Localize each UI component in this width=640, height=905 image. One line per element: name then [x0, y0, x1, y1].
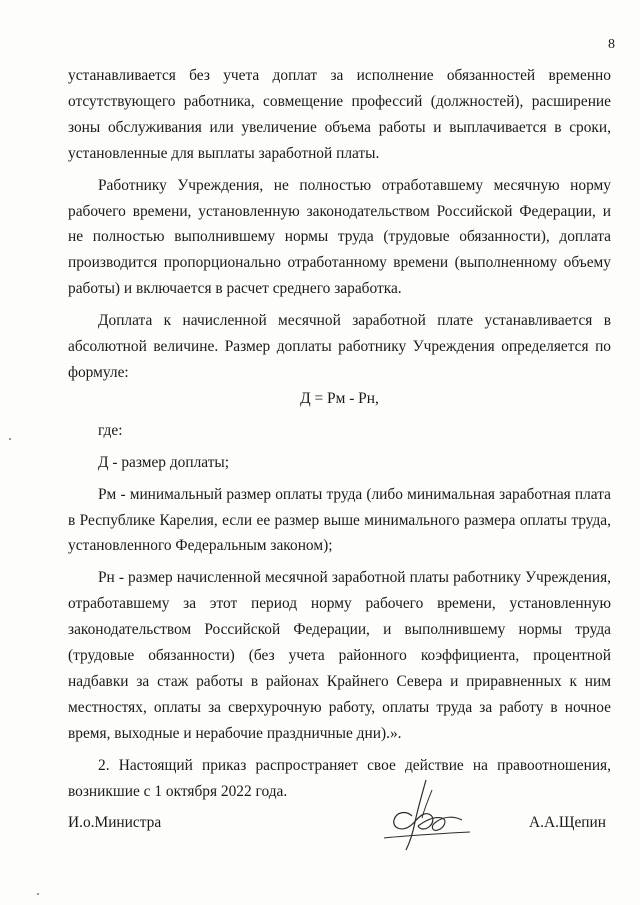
definition-rn: Рн - размер начисленной месячной заработной платы работнику Учреждения, отработавшему за этот период норму рабочего времени, установленную законодательством Российской Федерации, и выполнившему нормы труда (трудовые обязанности) (без учета районного коэффициента, процентной надбавки за стаж работы в районах Крайнего Севера и приравненных к ним местностях, оплаты за сверхурочную работу, оплаты труда за работу в ночное время, выходные и нерабочие праздничные дни).». [68, 569, 611, 742]
scan-speck [37, 893, 39, 895]
scan-speck [9, 438, 11, 440]
definition-d: Д - размер доплаты; [98, 453, 230, 471]
signatory-name: А.А.Щепин [529, 814, 606, 831]
paragraph-continuation: устанавливается без учета доплат за исполнение обязанностей временно отсутствующего работника, совмещение профессий (должностей), расширение зоны обслуживания или увеличение объема работы и выплачивается в сроки, установленные для выплаты заработной платы. [68, 67, 611, 162]
paragraph-effective-date: 2. Настоящий приказ распространяет свое действие на правоотношения, возникшие с 1 октября 2022 года. [68, 756, 611, 800]
where-label: где: [98, 421, 123, 439]
definition-rm: Рм - минимальный размер оплаты труда (либо минимальная заработная плата в Республике Карелия, если ее размер выше минимального размера оплаты труда, установленного Федеральным законом); [68, 485, 611, 555]
paragraph-formula-intro: Доплата к начисленной месячной заработной плате устанавливается в абсолютной величине. Размер доплаты работнику Учреждения определяется по формуле: [68, 312, 611, 381]
formula: Д = Рм - Рн, [300, 389, 379, 407]
signatory-position: И.о.Министра [68, 814, 162, 831]
paragraph-partial-time: Работнику Учреждения, не полностью отработавшему месячную норму рабочего времени, установленную законодательством Российской Федерации, и не полностью выполнившему нормы труда (трудовые обязанности), доплата производится пропорционально отработанному времени (выполненному объему работы) и включается в расчет среднего заработка. [68, 176, 611, 298]
handwritten-signature [382, 776, 472, 854]
body-text [68, 63, 611, 804]
page-number: 8 [608, 37, 615, 52]
